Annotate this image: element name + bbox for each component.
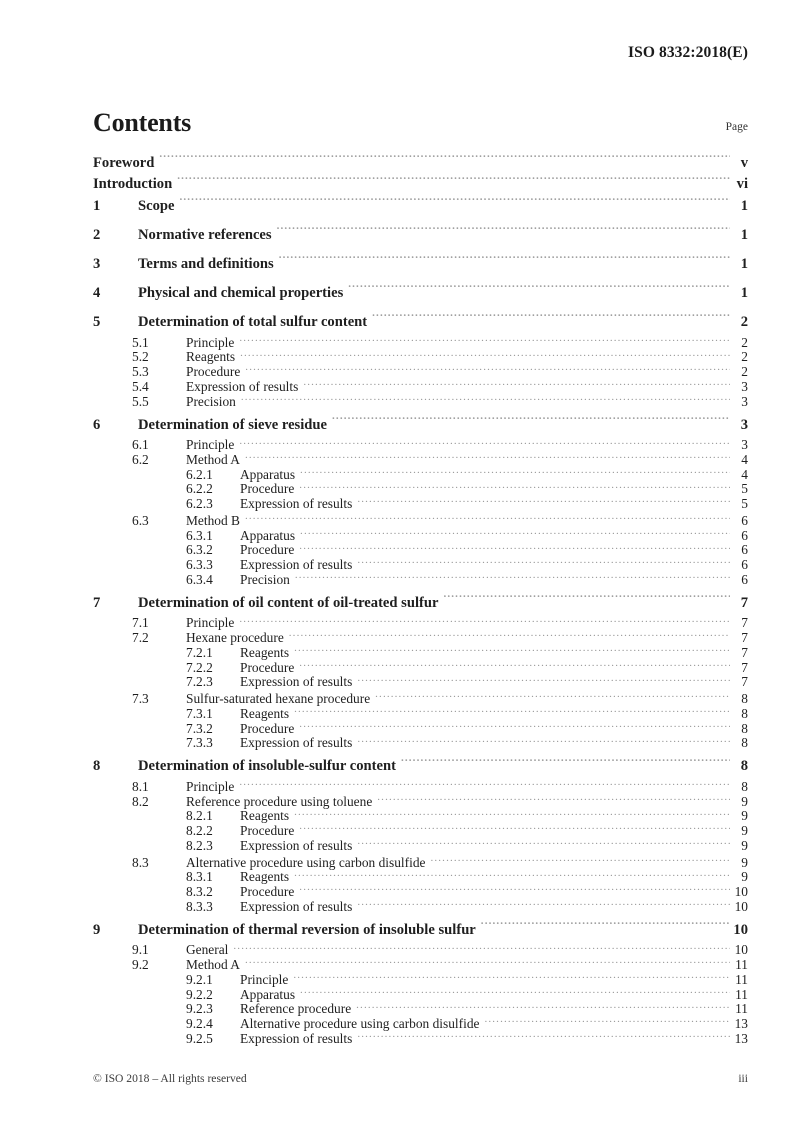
toc-entry-page: 8	[740, 758, 748, 775]
toc-entry[interactable]	[93, 1029, 748, 1044]
toc-dot-leader	[293, 970, 730, 983]
toc-entry[interactable]	[93, 704, 748, 719]
toc-entry-title: Introduction	[93, 176, 173, 193]
toc-dot-leader	[179, 196, 730, 211]
toc-entry-page: 3	[741, 378, 748, 394]
toc-entry-page: 13	[734, 1030, 748, 1046]
toc-entry-number: 7	[93, 594, 101, 611]
toc-entry[interactable]	[93, 644, 748, 659]
toc-entry-page: 4	[741, 452, 748, 468]
toc-entry-page: 3	[740, 416, 748, 433]
toc-dot-leader	[357, 734, 730, 747]
toc-entry-number: 9.2.3	[186, 1001, 213, 1017]
toc-entry-page: 7	[741, 659, 748, 675]
toc-entry-number: 6.3	[132, 512, 149, 528]
toc-entry-page: 9	[741, 793, 748, 809]
toc-entry-number: 6.2.2	[186, 481, 213, 497]
toc-entry-title: Principle	[186, 778, 235, 794]
toc-dot-leader	[357, 897, 730, 910]
toc-dot-leader	[299, 541, 730, 554]
toc-dot-leader	[357, 673, 730, 686]
toc-entry-number: 9.2.2	[186, 986, 213, 1002]
toc-dot-leader	[484, 1015, 730, 1028]
toc-entry-number: 8.2.3	[186, 837, 213, 853]
footer-copyright: © ISO 2018 – All rights reserved	[93, 1072, 247, 1085]
toc-entry-number: 2	[93, 227, 101, 244]
toc-entry-page: 6	[741, 512, 748, 528]
toc-entry-title: Reagents	[240, 644, 290, 660]
toc-dot-leader	[300, 985, 730, 998]
toc-entry[interactable]	[93, 614, 748, 629]
toc-entry-title: Physical and chemical properties	[138, 285, 344, 302]
toc-entry-number: 7.3	[132, 691, 149, 707]
toc-dot-leader	[356, 1000, 730, 1013]
toc-entry[interactable]	[93, 778, 748, 793]
toc-dot-leader	[357, 556, 730, 569]
toc-entry-title: Precision	[240, 571, 290, 587]
toc-entry[interactable]	[93, 480, 748, 495]
toc-entry-title: Determination of oil content of oil-treated sulfur	[138, 594, 439, 611]
toc-dot-leader	[299, 480, 730, 493]
toc-entry-title: Expression of results	[240, 674, 353, 690]
toc-entry[interactable]	[93, 570, 748, 585]
toc-dot-leader	[294, 868, 730, 881]
table-of-contents	[93, 152, 748, 1044]
toc-dot-leader	[357, 836, 730, 849]
toc-entry-number: 7.2.3	[186, 674, 213, 690]
toc-entry[interactable]	[93, 495, 748, 510]
toc-entry-title: Expression of results	[240, 735, 353, 751]
toc-entry-title: Sulfur-saturated hexane procedure	[186, 691, 371, 707]
toc-dot-leader	[357, 495, 730, 508]
toc-entry-number: 3	[93, 256, 101, 273]
toc-entry[interactable]	[93, 868, 748, 883]
toc-entry-number: 9.2.5	[186, 1030, 213, 1046]
toc-entry-number: 8.3.3	[186, 898, 213, 914]
toc-entry-page: v	[740, 154, 748, 171]
toc-entry-title: Hexane procedure	[186, 630, 284, 646]
toc-entry-number: 8.3.2	[186, 883, 213, 899]
toc-entry-page: 11	[735, 1001, 748, 1017]
toc-entry[interactable]	[93, 152, 748, 174]
toc-entry-number: 6.3.2	[186, 542, 213, 558]
toc-entry-page: 11	[735, 971, 748, 987]
toc-entry[interactable]	[93, 283, 748, 305]
toc-dot-leader	[245, 363, 730, 376]
toc-dot-leader	[332, 414, 730, 429]
toc-entry-page: 9	[741, 854, 748, 870]
toc-entry-page: 10	[734, 942, 748, 958]
toc-entry[interactable]	[93, 734, 748, 749]
toc-entry-page: 1	[740, 227, 748, 244]
toc-dot-leader	[300, 465, 730, 478]
toc-entry-number: 8.2.2	[186, 823, 213, 839]
toc-entry-page: 2	[741, 364, 748, 380]
toc-entry-title: Reference procedure	[240, 1001, 352, 1017]
toc-entry-title: Procedure	[240, 659, 295, 675]
toc-entry[interactable]	[93, 333, 748, 348]
toc-entry-number: 5.5	[132, 393, 149, 409]
toc-entry[interactable]	[93, 348, 748, 363]
toc-entry-title: Scope	[138, 198, 175, 215]
toc-entry-number: 9	[93, 921, 101, 938]
toc-entry-number: 5	[93, 314, 101, 331]
toc-entry[interactable]	[93, 225, 748, 247]
toc-entry-title: Principle	[186, 615, 235, 631]
toc-dot-leader	[239, 333, 730, 346]
toc-entry-page: 6	[741, 527, 748, 543]
toc-dot-leader	[357, 1029, 730, 1042]
toc-entry-page: 13	[734, 1015, 748, 1031]
toc-dot-leader	[239, 436, 730, 449]
toc-entry-page: 7	[740, 594, 748, 611]
toc-entry-page: 2	[741, 349, 748, 365]
toc-dot-leader	[177, 174, 730, 189]
toc-dot-leader	[233, 941, 730, 954]
toc-dot-leader	[241, 392, 730, 405]
toc-entry-number: 6.1	[132, 437, 149, 453]
toc-entry[interactable]	[93, 392, 748, 407]
toc-entry[interactable]	[93, 254, 748, 276]
toc-entry[interactable]	[93, 312, 748, 334]
toc-dot-leader	[277, 225, 730, 240]
toc-entry-number: 8.3	[132, 854, 149, 870]
toc-entry-number: 6.2	[132, 452, 149, 468]
toc-entry[interactable]	[93, 363, 748, 378]
toc-dot-leader	[239, 778, 730, 791]
toc-entry-title: Principle	[240, 971, 289, 987]
toc-entry[interactable]	[93, 756, 748, 778]
toc-entry[interactable]	[93, 1000, 748, 1015]
toc-dot-leader	[294, 704, 730, 717]
toc-dot-leader	[430, 853, 730, 866]
toc-entry-number: 6.2.3	[186, 496, 213, 512]
toc-entry-title: Method B	[186, 512, 240, 528]
toc-dot-leader	[401, 756, 730, 771]
toc-dot-leader	[299, 658, 730, 671]
page-title: Contents	[93, 108, 192, 137]
toc-entry-number: 6.3.1	[186, 527, 213, 543]
toc-dot-leader	[299, 822, 730, 835]
toc-entry-number: 5.1	[132, 334, 149, 350]
toc-entry-title: Expression of results	[240, 557, 353, 573]
toc-entry-number: 7.3.3	[186, 735, 213, 751]
toc-entry-page: 11	[735, 957, 748, 973]
toc-entry-page: 4	[741, 466, 748, 482]
toc-dot-leader	[443, 592, 730, 607]
toc-dot-leader	[348, 283, 730, 298]
document-footer	[93, 1072, 748, 1085]
toc-dot-leader	[245, 956, 730, 969]
toc-dot-leader	[377, 792, 730, 805]
toc-entry-page: 7	[741, 615, 748, 631]
toc-entry-title: Expression of results	[240, 898, 353, 914]
toc-dot-leader	[372, 312, 730, 327]
toc-entry-title: Procedure	[240, 720, 295, 736]
toc-entry[interactable]	[93, 853, 748, 868]
toc-entry[interactable]	[93, 719, 748, 734]
toc-entry-title: Determination of insoluble-sulfur content	[138, 758, 396, 775]
toc-entry-page: 3	[741, 437, 748, 453]
toc-entry-title: Alternative procedure using carbon disulfide	[186, 854, 426, 870]
toc-dot-leader	[303, 377, 730, 390]
toc-entry-number: 6.3.3	[186, 557, 213, 573]
toc-entry[interactable]	[93, 629, 748, 644]
toc-entry-page: 8	[741, 778, 748, 794]
toc-entry-page: 5	[741, 496, 748, 512]
toc-entry[interactable]	[93, 196, 748, 218]
toc-entry-title: Procedure	[240, 542, 295, 558]
toc-entry[interactable]	[93, 377, 748, 392]
toc-entry[interactable]	[93, 1015, 748, 1030]
toc-entry-title: Expression of results	[240, 837, 353, 853]
toc-entry-title: Reagents	[240, 705, 290, 721]
toc-dot-leader	[245, 451, 730, 464]
toc-entry-page: 9	[741, 808, 748, 824]
page-column-header: Page	[725, 121, 748, 133]
toc-entry-number: 8.2	[132, 793, 149, 809]
toc-entry-page: 6	[741, 542, 748, 558]
toc-entry[interactable]	[93, 673, 748, 688]
toc-dot-leader	[159, 152, 730, 167]
toc-entry-number: 7.3.2	[186, 720, 213, 736]
toc-dot-leader	[295, 570, 730, 583]
toc-entry-page: 7	[741, 630, 748, 646]
toc-entry-number: 9.2.1	[186, 971, 213, 987]
toc-entry-number: 5.2	[132, 349, 149, 365]
toc-entry-number: 5.4	[132, 378, 149, 394]
toc-entry-page: 6	[741, 557, 748, 573]
toc-entry-title: Apparatus	[240, 527, 296, 543]
toc-entry-number: 7.1	[132, 615, 149, 631]
toc-entry[interactable]	[93, 807, 748, 822]
toc-entry-page: 8	[741, 705, 748, 721]
toc-entry-number: 8.2.1	[186, 808, 213, 824]
toc-entry-title: Procedure	[240, 883, 295, 899]
toc-dot-leader	[481, 919, 730, 934]
toc-entry-number: 7.3.1	[186, 705, 213, 721]
toc-entry-number: 9.2.4	[186, 1015, 213, 1031]
toc-entry-page: 7	[741, 674, 748, 690]
toc-entry[interactable]	[93, 919, 748, 941]
toc-dot-leader	[299, 719, 730, 732]
toc-entry-number: 4	[93, 285, 101, 302]
toc-entry-title: Alternative procedure using carbon disulfide	[240, 1015, 480, 1031]
toc-dot-leader	[294, 644, 730, 657]
toc-entry-title: Method A	[186, 957, 240, 973]
toc-dot-leader	[299, 883, 730, 896]
toc-dot-leader	[240, 348, 730, 361]
toc-entry-number: 9.2	[132, 957, 149, 973]
toc-entry-title: Terms and definitions	[138, 256, 274, 273]
toc-entry-page: 9	[741, 869, 748, 885]
toc-entry-title: Reagents	[186, 349, 236, 365]
toc-entry[interactable]	[93, 941, 748, 956]
toc-dot-leader	[279, 254, 730, 269]
toc-entry-title: General	[186, 942, 229, 958]
toc-entry-page: 1	[740, 198, 748, 215]
toc-entry-page: 1	[740, 256, 748, 273]
toc-entry-title: Apparatus	[240, 466, 296, 482]
toc-entry-title: Reagents	[240, 869, 290, 885]
toc-entry-title: Precision	[186, 393, 236, 409]
toc-entry[interactable]	[93, 174, 748, 196]
toc-entry-page: 8	[741, 691, 748, 707]
toc-entry[interactable]	[93, 690, 748, 705]
toc-entry[interactable]	[93, 792, 748, 807]
toc-entry-page: 8	[741, 735, 748, 751]
toc-entry-page: 5	[741, 481, 748, 497]
toc-entry-page: 10	[733, 921, 748, 938]
toc-entry-number: 9.1	[132, 942, 149, 958]
toc-entry-number: 8	[93, 758, 101, 775]
toc-entry-number: 7.2.1	[186, 644, 213, 660]
toc-entry-title: Method A	[186, 452, 240, 468]
toc-entry-page: 6	[741, 571, 748, 587]
toc-entry[interactable]	[93, 526, 748, 541]
toc-entry-number: 8.1	[132, 778, 149, 794]
toc-entry-page: 2	[741, 334, 748, 350]
toc-entry[interactable]	[93, 897, 748, 912]
toc-entry-number: 6.2.1	[186, 466, 213, 482]
toc-entry[interactable]	[93, 883, 748, 898]
toc-entry-number: 6	[93, 416, 101, 433]
document-header-reference: ISO 8332:2018(E)	[627, 44, 748, 61]
toc-entry-title: Expression of results	[186, 378, 299, 394]
toc-entry-number: 6.3.4	[186, 571, 213, 587]
toc-entry-title: Reference procedure using toluene	[186, 793, 373, 809]
toc-entry[interactable]	[93, 556, 748, 571]
toc-dot-leader	[375, 690, 730, 703]
toc-entry-number: 1	[93, 198, 101, 215]
toc-entry-page: 7	[741, 644, 748, 660]
toc-entry-title: Principle	[186, 437, 235, 453]
toc-entry-page: 9	[741, 837, 748, 853]
toc-entry-page: 10	[734, 898, 748, 914]
toc-dot-leader	[294, 807, 730, 820]
toc-dot-leader	[245, 512, 730, 525]
toc-entry-title: Reagents	[240, 808, 290, 824]
toc-entry-page: 8	[741, 720, 748, 736]
toc-entry[interactable]	[93, 970, 748, 985]
contents-title-row	[93, 108, 748, 142]
toc-entry-title: Foreword	[93, 154, 155, 171]
toc-entry-title: Principle	[186, 334, 235, 350]
toc-entry-number: 7.2.2	[186, 659, 213, 675]
toc-entry[interactable]	[93, 414, 748, 436]
toc-entry-page: 9	[741, 823, 748, 839]
toc-entry-page: vi	[736, 176, 748, 193]
toc-entry-title: Procedure	[186, 364, 241, 380]
toc-entry[interactable]	[93, 541, 748, 556]
toc-entry-title: Apparatus	[240, 986, 296, 1002]
toc-entry-number: 8.3.1	[186, 869, 213, 885]
toc-entry[interactable]	[93, 822, 748, 837]
toc-entry-title: Determination of thermal reversion of insoluble sulfur	[138, 921, 476, 938]
toc-dot-leader	[300, 526, 730, 539]
toc-entry-title: Determination of sieve residue	[138, 416, 328, 433]
toc-entry[interactable]	[93, 512, 748, 527]
toc-entry-page: 11	[735, 986, 748, 1002]
toc-entry-page: 3	[741, 393, 748, 409]
toc-entry-number: 5.3	[132, 364, 149, 380]
toc-entry-page: 1	[740, 285, 748, 302]
toc-entry[interactable]	[93, 836, 748, 851]
toc-entry-title: Normative references	[138, 227, 272, 244]
toc-entry-title: Expression of results	[240, 1030, 353, 1046]
toc-entry-page: 2	[740, 314, 748, 331]
footer-page-number: iii	[738, 1072, 748, 1085]
toc-entry[interactable]	[93, 436, 748, 451]
toc-entry-title: Procedure	[240, 481, 295, 497]
toc-entry-title: Expression of results	[240, 496, 353, 512]
toc-entry-title: Procedure	[240, 823, 295, 839]
toc-entry-number: 7.2	[132, 630, 149, 646]
toc-entry[interactable]	[93, 658, 748, 673]
toc-dot-leader	[239, 614, 730, 627]
toc-entry[interactable]	[93, 592, 748, 614]
toc-dot-leader	[289, 629, 730, 642]
toc-entry-title: Determination of total sulfur content	[138, 314, 368, 331]
toc-entry[interactable]	[93, 451, 748, 466]
toc-entry[interactable]	[93, 956, 748, 971]
toc-entry[interactable]	[93, 985, 748, 1000]
toc-entry[interactable]	[93, 465, 748, 480]
toc-entry-page: 10	[734, 883, 748, 899]
